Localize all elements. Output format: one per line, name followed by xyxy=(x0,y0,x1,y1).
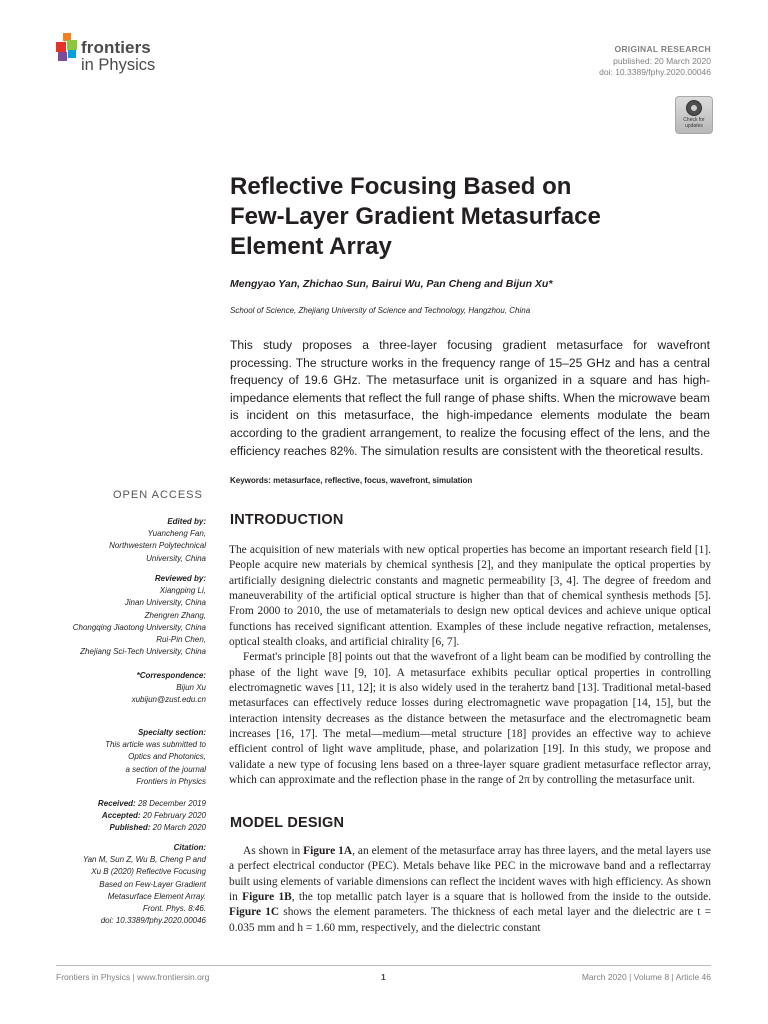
journal-name: in Physics xyxy=(81,56,156,74)
keywords-label: Keywords: xyxy=(230,476,271,485)
specialty-section-block xyxy=(105,727,206,788)
open-access-label: OPEN ACCESS xyxy=(113,489,203,501)
keywords-list: metasurface, reflective, focus, wavefront, simulation xyxy=(273,476,473,485)
journal-logo[interactable] xyxy=(56,33,176,79)
citation-doi[interactable]: doi: 10.3389/fphy.2020.00046 xyxy=(100,916,206,926)
affiliation: School of Science, Zhejiang University of Science and Technology, Hangzhou, China xyxy=(230,306,531,315)
figure-link[interactable]: Figure 1C xyxy=(229,906,280,919)
editor-line: University, China xyxy=(146,553,206,563)
editor-line[interactable]: Yuancheng Fan, xyxy=(147,529,206,539)
accepted-date: Accepted: 20 February 2020 xyxy=(101,811,206,821)
abstract: This study proposes a three-layer focusing gradient metasurface for wavefront processing. The structure works in the frequency range of 15–25 GHz and has a central frequency of 19.6 GHz. The metasurface unit is organized in a square and has high-impedance elements that reflect the full range of phase shifts. When the microwave beam is incident on this metasurface, the high-impedance elements modulate the beam according to the gradient arrangement, to realize the focusing effect of the lens, and the efficiency reaches 82%. The simulation results are consistent with the theoretical results. xyxy=(230,338,710,458)
article-type: ORIGINAL RESEARCH xyxy=(614,44,711,54)
introduction-heading: INTRODUCTION xyxy=(230,512,344,528)
specialty-line: Frontiers in Physics xyxy=(136,776,206,786)
published-date: published: 20 March 2020 xyxy=(613,56,711,66)
reviewer-line[interactable]: Xiangping Li, xyxy=(159,586,206,596)
article-title xyxy=(230,172,690,262)
published-date-side: Published: 20 March 2020 xyxy=(109,823,206,833)
citation-line: Xu B (2020) Reflective Focusing xyxy=(91,867,206,877)
reviewed-by-label: Reviewed by: xyxy=(154,574,206,583)
citation-line: Based on Few-Layer Gradient xyxy=(99,879,206,889)
citation-line: Yan M, Sun Z, Wu B, Cheng P and xyxy=(82,855,206,865)
editor-line: Northwestern Polytechnical xyxy=(109,541,206,551)
specialty-line: a section of the journal xyxy=(125,764,206,774)
model-design-heading: MODEL DESIGN xyxy=(230,815,345,831)
correspondence-label: *Correspondence: xyxy=(136,671,206,680)
paragraph: Fermat's principle [8] points out that the wavefront of a light beam can be modified by controlling the phase of the light wave [9, 10]. A metasurface exhibits peculiar optical properties in controlling electromagnetic waves [11, 12]; it is also widely used in the terahertz band [13]. Traditional metal-based metasurfaces can effectively reduce losses during electromagnetic wave propagation [14, 15], but the interaction intensity decreases as the distance between the metasurface and the electromagnetic beam increases [16, 17]. The metal—medium—metal structure [18] provides an effective way to achieve efficient control of light wave amplitude, phase, and polarization [19]. In this study, we propose and validate a new type of focusing lens based on a three-layer square gradient metasurface reflector array, which can approximate and the reflection phase in the range of 2π by controlling the metasurface unit. xyxy=(229,651,711,787)
journal-brand: frontiers xyxy=(81,38,151,57)
title-line: Reflective Focusing Based on xyxy=(230,173,572,200)
edited-by-block xyxy=(109,516,206,565)
paragraph: As shown in Figure 1A, an element of the metasurface array has three layers, and the metal layers use a perfect electrical conductor (PEC). Metals behave like PEC in the microwave band and a reflectarray built using elements of variable dimensions can reflect the incident waves with high efficiency. As shown in Figure 1B, the top metallic patch layer is a square that is hollowed from the inside to the outside. Figure 1C shows the element parameters. The thickness of each metal layer and the dielectric are t = 0.035 mm and h = 1.60 mm, respectively, and the dielectric constant xyxy=(229,845,712,934)
check-for-updates-button[interactable] xyxy=(675,96,713,134)
paragraph: The acquisition of new materials with new optical properties has become an important research field [1]. People acquire new materials by chemical synthesis [2], and they manipulate the optical properties by artificially designing dielectric constants and magnetic permeability [3, 4]. The degree of freedom and maneuverability of the artificial optical structure is higher than that of chemical synthesis methods [5]. From 2000 to 2010, the use of metamaterials to design new optical devices and achieve unique optical functions has received significant attention. Examples of these include negative refraction, metalenses, optical stealth cloaks, and artificial chirality [6, 7]. xyxy=(229,544,711,649)
citation-line: Metasurface Element Array. xyxy=(107,891,206,901)
correspondence-block xyxy=(132,670,206,707)
specialty-line: This article was submitted to xyxy=(105,740,206,750)
title-line: Few-Layer Gradient Metasurface xyxy=(230,203,601,230)
title-line: Element Array xyxy=(230,233,392,260)
footer-journal-link[interactable]: Frontiers in Physics | www.frontiersin.org xyxy=(56,972,210,982)
reviewer-line[interactable]: Zhengren Zhang, xyxy=(144,610,206,620)
check-for-updates-label: Check for updates xyxy=(683,117,705,129)
specialty-label: Specialty section: xyxy=(137,728,206,737)
specialty-line: Optics and Photonics, xyxy=(128,752,206,762)
reviewed-by-block xyxy=(73,573,206,658)
introduction-body xyxy=(229,543,711,789)
footer-divider xyxy=(56,965,711,966)
page-number: 1 xyxy=(381,972,386,982)
citation-line: Front. Phys. 8:46. xyxy=(142,904,206,914)
dates-block xyxy=(98,798,206,835)
model-design-body xyxy=(229,844,711,936)
reviewer-line: Chongqing Jiaotong University, China xyxy=(72,622,206,632)
reviewer-line: Zhejiang Sci-Tech University, China xyxy=(80,647,206,657)
figure-link[interactable]: Figure 1B xyxy=(242,891,292,904)
figure-link[interactable]: Figure 1A xyxy=(303,845,353,857)
check-for-updates-icon xyxy=(686,100,702,116)
received-date: Received: 28 December 2019 xyxy=(97,799,206,808)
keywords xyxy=(230,476,472,485)
reviewer-line: Jinan University, China xyxy=(124,598,206,608)
doi-link[interactable]: doi: 10.3389/fphy.2020.00046 xyxy=(599,67,711,77)
citation-label: Citation: xyxy=(173,843,206,852)
reviewer-line[interactable]: Rui-Pin Chen, xyxy=(156,635,206,645)
author-list[interactable]: Mengyao Yan, Zhichao Sun, Bairui Wu, Pan Cheng and Bijun Xu* xyxy=(230,278,553,290)
correspondence-name: Bijun Xu xyxy=(176,683,206,693)
citation-block xyxy=(83,842,206,927)
frontiers-logo-icon xyxy=(56,33,78,63)
footer-issue-info: March 2020 | Volume 8 | Article 46 xyxy=(581,972,711,982)
edited-by-label: Edited by: xyxy=(167,517,206,526)
correspondence-email[interactable]: xubijun@zust.edu.cn xyxy=(131,695,206,705)
